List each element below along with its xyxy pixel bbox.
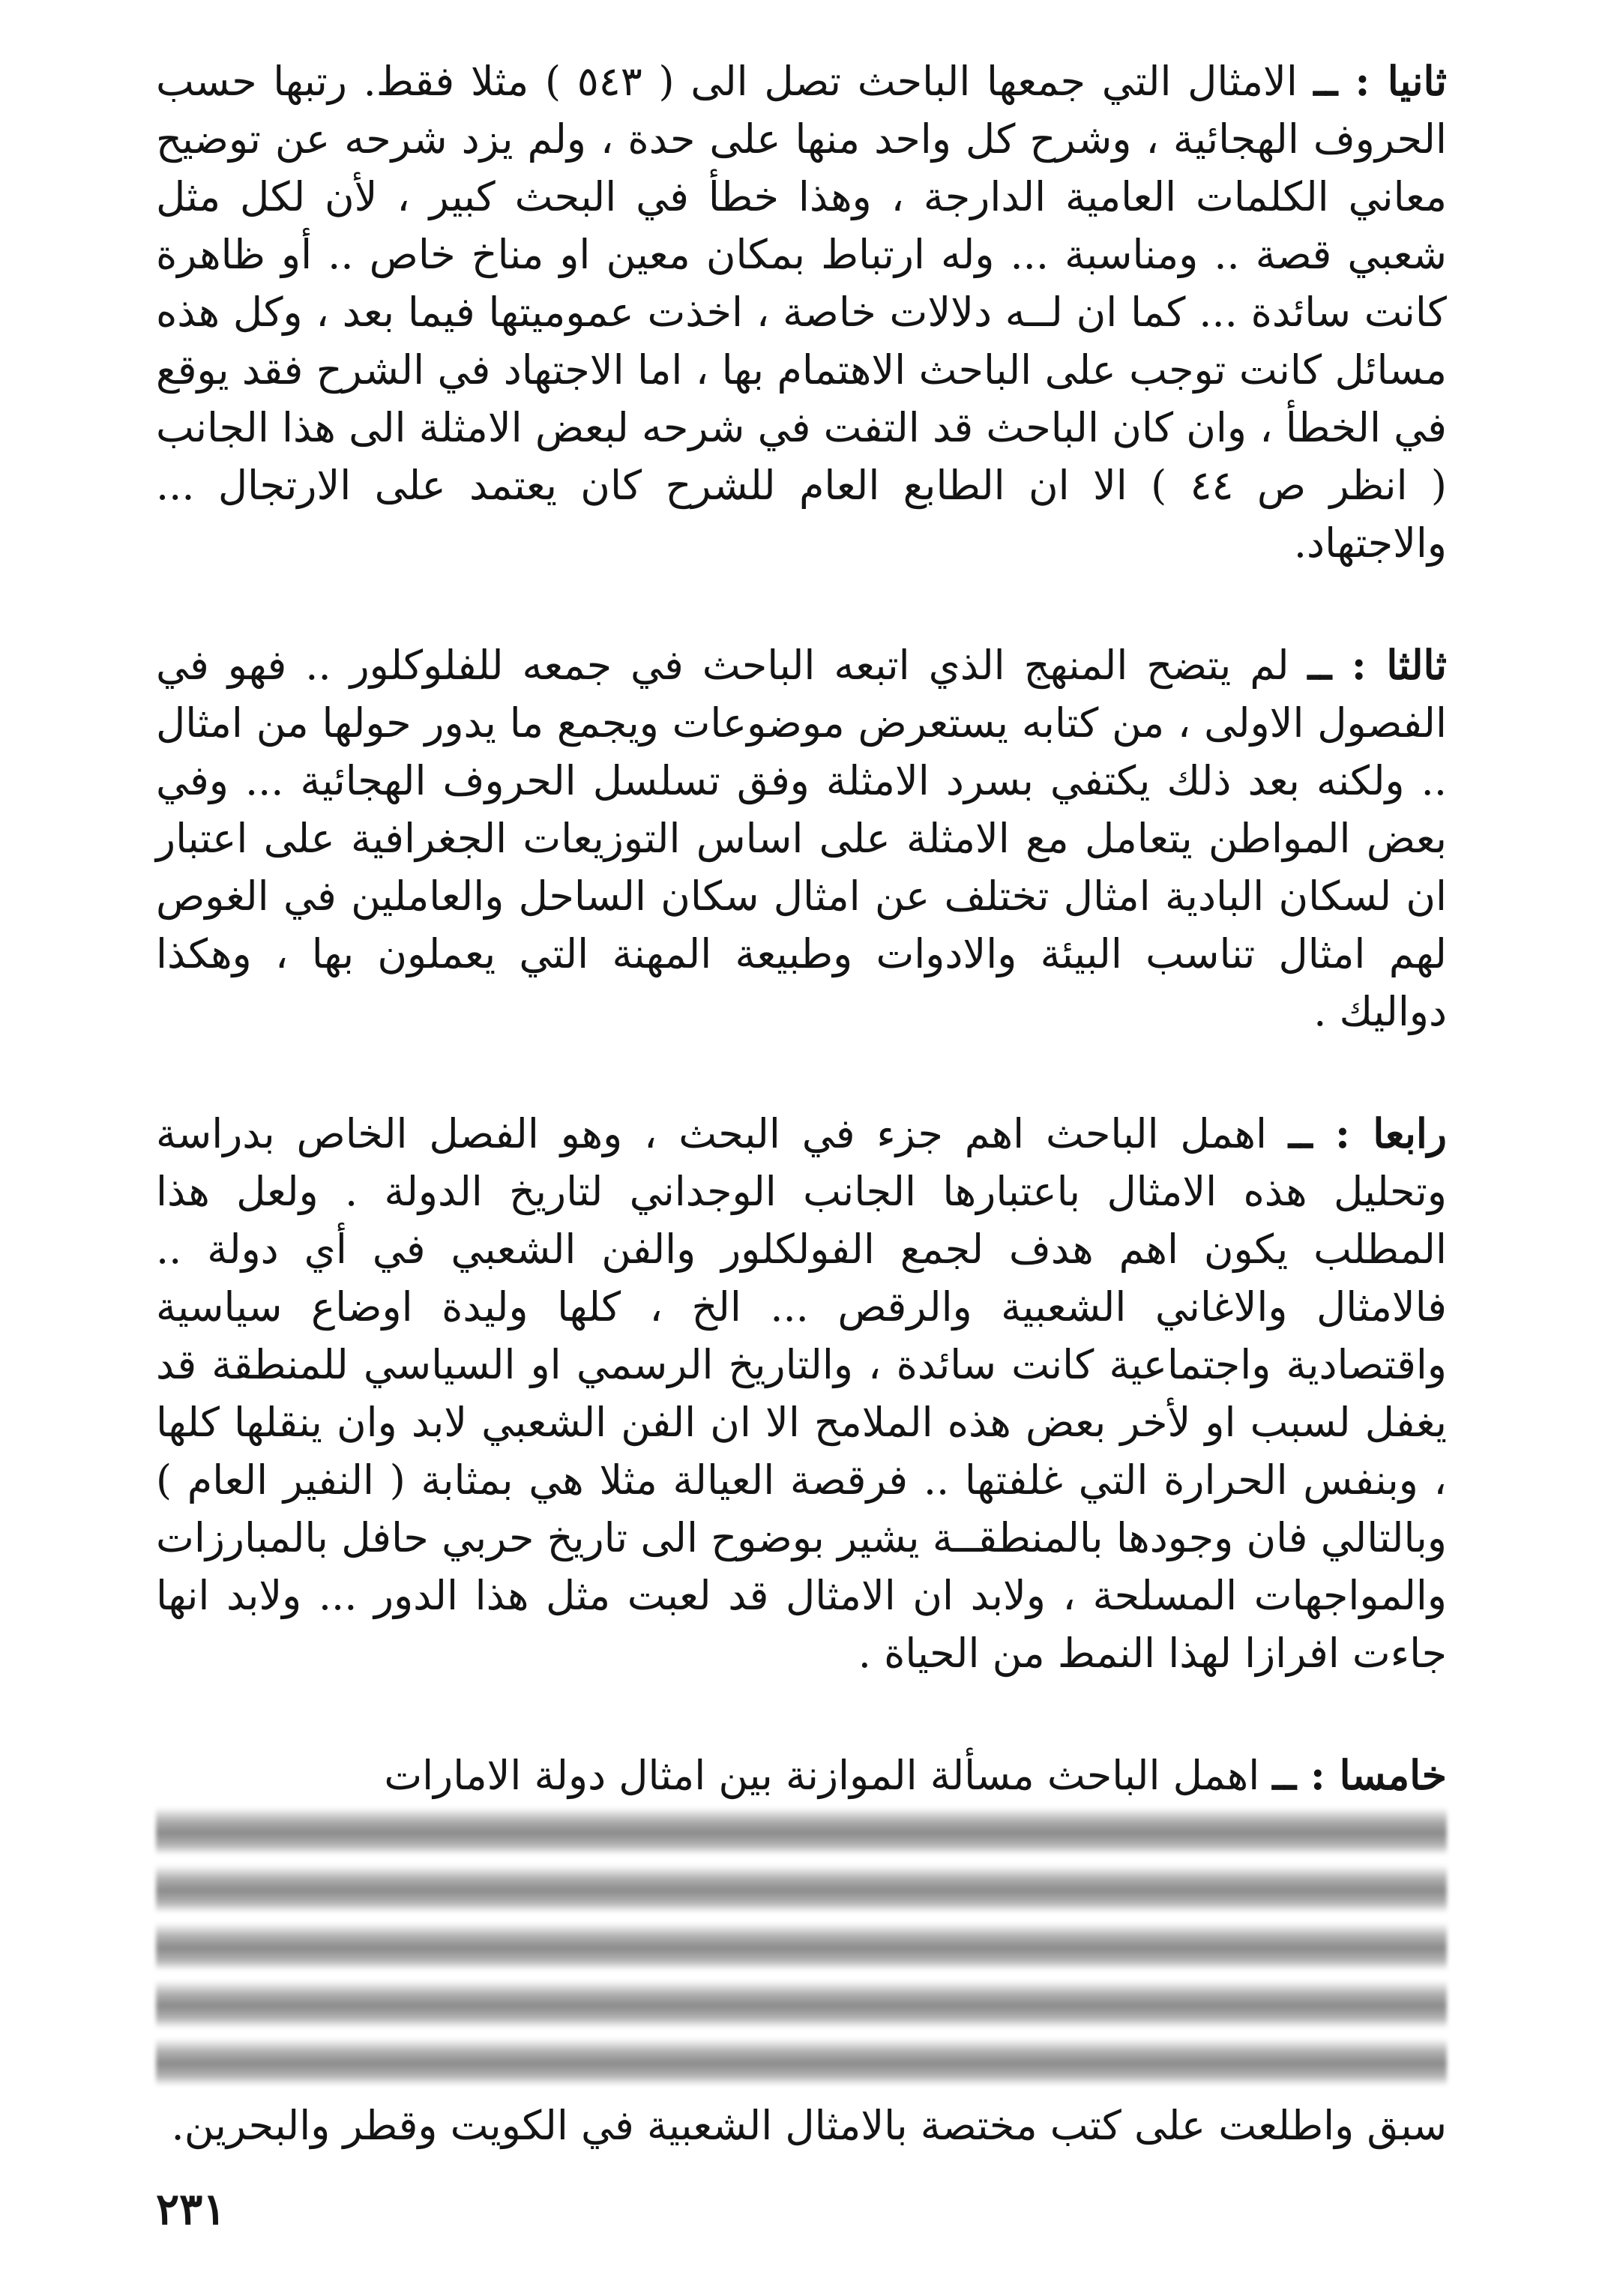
blurred-text-block — [156, 1807, 1447, 2097]
paragraph-text: اهمل الباحث اهم جزء في البحث ، وهو الفصل الخاص بدراسة وتحليل هذه الامثال باعتبارها الجانب الوجداني لتاريخ الدولة . ولعل هذا المطلب يكون اهم هدف لجمع الفولكلور والفن الشعبي في أي دولة .. فالامثال والاغاني الشعبية والرقص ... الخ ، كلها وليدة اوضاع سياسية واقتصادية واجتماعية كانت سائدة ، والتاريخ الرسمي او السياسي للمنطقة قد يغفل لسبب او لأخر بعض هذه الملامح الا ان الفن الشعبي لابد وان ينقلها كلها ، وبنفس الحرارة التي غلفتها .. فرقصة العيالة مثلا هي بمثابة ( النفير العام ) وبالتالي فان وجودها بالمنطقــة يشير بوضوح الى تاريخ حربي حافل بالمبارزات والمواجهات المسلحة ، ولابد ان الامثال قد لعبت مثل هذا الدور ... ولابد انها جاءت افرازا لهذا النمط من الحياة . — [156, 1110, 1447, 1677]
paragraph-fifth — [156, 1747, 1447, 2154]
paragraph-third — [156, 636, 1447, 1040]
paragraph-lead: ثانيا : ــ — [1313, 57, 1447, 105]
page-number: ٢٣١ — [156, 2184, 226, 2235]
paragraph-lead: رابعا : ــ — [1288, 1109, 1447, 1157]
paragraph-tail: سبق واطلعت على كتب مختصة بالامثال الشعبية في الكويت وقطر والبحرين. — [171, 2102, 1447, 2149]
paragraph-lead: ثالثا : ــ — [1307, 641, 1448, 689]
paragraph-lead: خامسا : ــ — [1272, 1751, 1447, 1799]
paragraph-fourth — [156, 1105, 1447, 1682]
paragraph-text: الامثال التي جمعها الباحث تصل الى ( ٥٤٣ ) مثلا فقط. رتبها حسب الحروف الهجائية ، وشرح كل واحد منها على حدة ، ولم يزد شرحه عن توضيح معاني الكلمات العامية الدارجة ، وهذا خطأ في البحث كبير ، لأن لكل مثل شعبي قصة .. ومناسبة ... وله ارتباط بمكان معين او مناخ خاص .. أو ظاهرة كانت سائدة ... كما ان لــه دلالات خاصة ، اخذت عموميتها فيما بعد ، وكل هذه مسائل كانت توجب على الباحث الاهتمام بها ، اما الاجتهاد في الشرح فقد يوقع في الخطأ ، وان كان الباحث قد التفت في شرحه لبعض الامثلة الى هذا الجانب ( انظر ص ٤٤ ) الا ان الطابع العام للشرح كان يعتمد على الارتجال ... والاجتهاد. — [156, 58, 1447, 567]
paragraph-second — [156, 52, 1447, 572]
page-body — [156, 52, 1447, 2226]
paragraph-text: لم يتضح المنهج الذي اتبعه الباحث في جمعه للفلوكلور .. فهو في الفصول الاولى ، من كتابه يستعرض موضوعات ويجمع ما يدور حولها من امثال .. ولكنه بعد ذلك يكتفي بسرد الامثلة وفق تسلسل الحروف الهجائية ... وفي بعض المواطن يتعامل مع الامثلة على اساس التوزيعات الجغرافية على اعتبار ان لسكان البادية امثال تختلف عن امثال سكان الساحل والعاملين في الغوص لهم امثال تناسب البيئة والادوات وطبيعة المهنة التي يعملون بها ، وهكذا دواليك . — [156, 642, 1447, 1035]
paragraph-text: اهمل الباحث مسألة الموازنة بين امثال دولة الامارات — [384, 1752, 1260, 1799]
